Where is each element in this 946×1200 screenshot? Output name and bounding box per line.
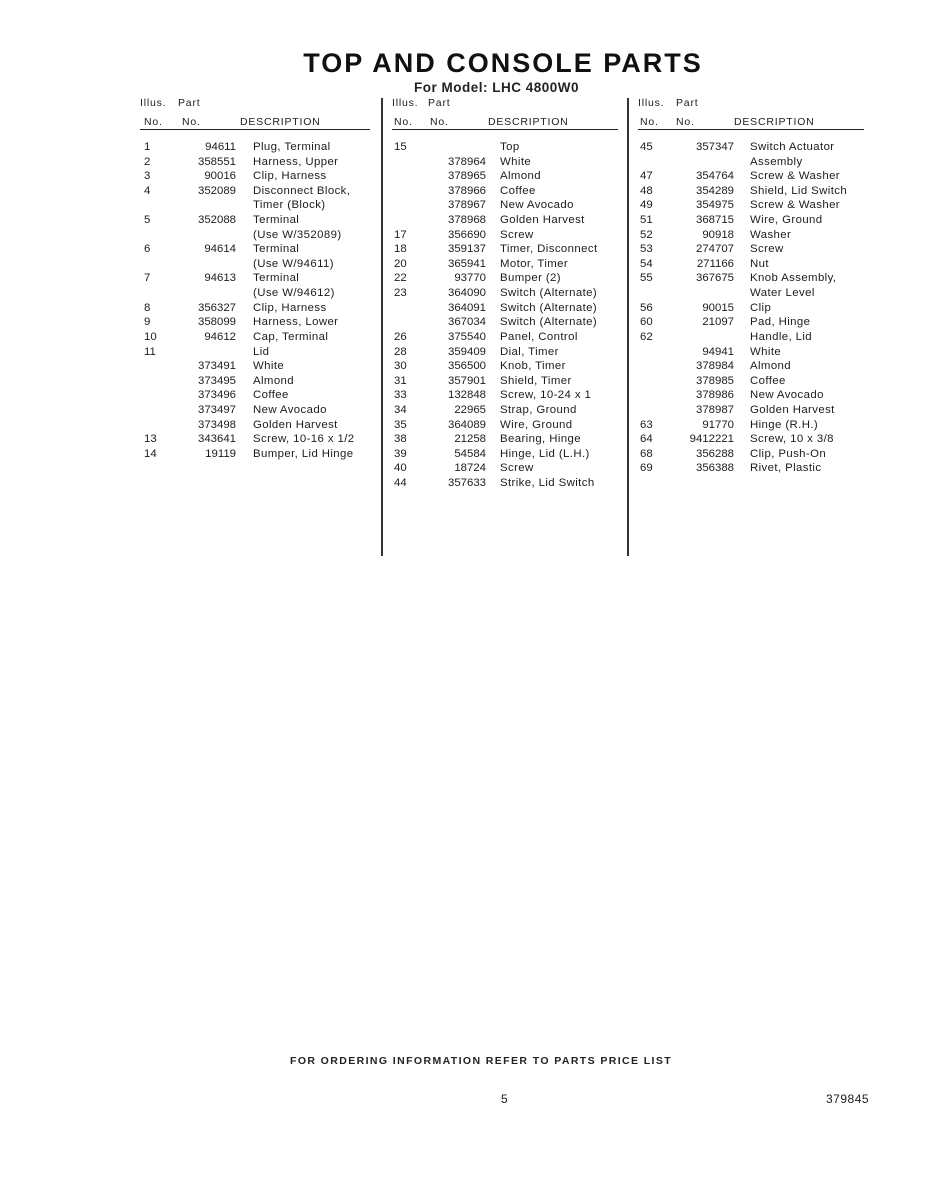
part-number: 356690 (447, 228, 486, 241)
part-number: 19119 (205, 447, 236, 460)
illus-number: 63 (640, 418, 653, 431)
part-number: 378967 (447, 199, 486, 212)
part-number: 94614 (204, 243, 236, 256)
part-number: 18724 (454, 462, 486, 475)
part-description: Screw (750, 243, 784, 256)
part-number: 367034 (447, 316, 486, 329)
part-number: 378987 (695, 403, 734, 416)
illus-number: 45 (640, 141, 653, 153)
illus-number: 51 (640, 214, 653, 227)
part-description: White (500, 155, 532, 168)
part-description: Wire, Ground (750, 214, 823, 227)
illus-number: 2 (144, 155, 151, 168)
part-description: (Use W/352089) (253, 228, 342, 241)
illus-number: 39 (394, 447, 407, 460)
part-description: Switch (Alternate) (500, 287, 598, 300)
part-description: Terminal (253, 243, 300, 256)
illus-number: 9 (144, 316, 151, 329)
part-number: 354975 (695, 199, 734, 212)
illus-number: 1 (144, 141, 151, 153)
part-number: 93770 (454, 272, 486, 285)
part-description: Timer, Disconnect (500, 243, 598, 256)
illus-number: 10 (144, 330, 157, 343)
part-number: 357633 (447, 477, 486, 490)
part-number: 132848 (447, 389, 486, 402)
illus-no-header: No. (394, 116, 413, 128)
part-number: 271166 (696, 257, 734, 270)
part-description: Switch Actuator (750, 141, 835, 153)
part-description: Golden Harvest (253, 418, 338, 431)
part-description: Screw & Washer (750, 199, 840, 212)
part-description: Harness, Upper (253, 155, 339, 168)
part-number: 368715 (695, 214, 734, 227)
part-description: Bumper, Lid Hinge (253, 447, 354, 460)
part-description: New Avocado (253, 403, 327, 416)
illus-number: 53 (640, 243, 653, 256)
part-number: 358099 (197, 316, 236, 329)
part-description: Screw, 10 x 3/8 (750, 433, 834, 446)
part-number: 22965 (454, 403, 486, 416)
part-number: 357347 (695, 141, 734, 153)
illus-number: 62 (640, 330, 653, 343)
illus-number: 6 (144, 243, 151, 256)
illus-number: 33 (394, 389, 407, 402)
part-description: Clip, Harness (253, 301, 327, 314)
part-number: 378985 (695, 374, 734, 387)
part-description: Switch (Alternate) (500, 316, 598, 329)
part-description: Almond (253, 374, 295, 387)
part-number: 373497 (197, 403, 236, 416)
part-description: Top (500, 141, 520, 153)
illus-number: 68 (640, 447, 653, 460)
part-number: 356500 (447, 360, 486, 373)
part-number: 9412221 (689, 433, 734, 446)
part-header: Part (178, 97, 201, 109)
part-number: 90016 (204, 170, 236, 183)
part-description: Pad, Hinge (750, 316, 811, 329)
part-description: Panel, Control (500, 330, 578, 343)
header-rule (140, 129, 370, 130)
part-description: Nut (750, 257, 769, 270)
part-number: 354289 (695, 184, 734, 197)
part-description: Switch (Alternate) (500, 301, 598, 314)
illus-number: 38 (394, 433, 407, 446)
part-description: Harness, Lower (253, 316, 339, 329)
illus-number: 28 (394, 345, 407, 358)
part-description: Hinge (R.H.) (750, 418, 819, 431)
part-description: (Use W/94612) (253, 287, 335, 300)
part-description: (Use W/94611) (253, 257, 334, 270)
part-number: 378968 (447, 214, 486, 227)
part-description: Screw, 10-24 x 1 (500, 389, 592, 402)
part-description: Lid (253, 345, 270, 358)
part-description: Cap, Terminal (253, 330, 329, 343)
part-number: 375540 (447, 330, 486, 343)
part-description: Water Level (750, 287, 815, 300)
part-description: New Avocado (750, 389, 824, 402)
part-number: 359409 (447, 345, 486, 358)
part-number: 378984 (695, 360, 734, 373)
part-number: 352088 (197, 214, 236, 227)
ordering-footer: FOR ORDERING INFORMATION REFER TO PARTS PRICE LIST (290, 1055, 673, 1067)
part-description: Clip, Harness (253, 170, 327, 183)
part-no-header: No. (430, 116, 449, 128)
illus-number: 4 (144, 184, 151, 197)
page-number: 5 (501, 1092, 508, 1106)
illus-number: 20 (394, 257, 407, 270)
part-number: 373498 (197, 418, 236, 431)
part-description: Plug, Terminal (253, 141, 331, 153)
illus-number: 23 (394, 287, 407, 300)
illus-number: 5 (144, 214, 151, 227)
part-number: 356327 (197, 301, 236, 314)
illus-number: 44 (394, 477, 407, 490)
illus-number: 69 (640, 462, 653, 475)
part-description: Knob, Timer (500, 360, 566, 373)
part-number: 21258 (454, 433, 486, 446)
part-number: 94612 (204, 330, 236, 343)
illus-number: 7 (144, 272, 151, 285)
part-description: White (750, 345, 782, 358)
part-number: 359137 (447, 243, 486, 256)
part-description: Disconnect Block, (253, 184, 351, 197)
part-description: Strike, Lid Switch (500, 477, 595, 490)
part-description: White (253, 360, 285, 373)
part-description: Golden Harvest (750, 403, 835, 416)
parts-column-2 (392, 97, 630, 490)
part-description: Knob Assembly, (750, 272, 837, 285)
part-number: 378965 (447, 170, 486, 183)
part-header: Part (428, 97, 451, 109)
column-header (140, 97, 380, 131)
illus-number: 35 (394, 418, 407, 431)
part-number: 364090 (447, 287, 486, 300)
illus-number: 64 (640, 433, 653, 446)
part-header: Part (676, 97, 699, 109)
part-no-header: No. (676, 116, 695, 128)
illus-header: Illus. (140, 97, 167, 109)
part-number: 54584 (454, 447, 486, 460)
part-number: 373495 (197, 374, 236, 387)
part-number: 367675 (695, 272, 734, 285)
illus-number: 8 (144, 301, 151, 314)
part-description: Screw (500, 462, 534, 475)
part-description: Coffee (750, 374, 786, 387)
part-no-header: No. (182, 116, 201, 128)
part-description: Timer (Block) (253, 199, 326, 212)
illus-number: 26 (394, 330, 407, 343)
part-description: Almond (500, 170, 542, 183)
part-description: Bearing, Hinge (500, 433, 581, 446)
illus-number: 15 (394, 141, 407, 153)
part-number: 373496 (197, 389, 236, 402)
illus-no-header: No. (640, 116, 659, 128)
column-divider (381, 98, 383, 556)
part-description: Screw (500, 228, 534, 241)
part-description: Shield, Timer (500, 374, 572, 387)
part-description: Motor, Timer (500, 257, 569, 270)
part-number: 358551 (197, 155, 236, 168)
part-number: 354764 (695, 170, 734, 183)
illus-number: 3 (144, 170, 151, 183)
part-number: 94611 (205, 141, 236, 153)
illus-number: 40 (394, 462, 407, 475)
column-header (638, 97, 868, 131)
illus-header: Illus. (392, 97, 419, 109)
part-number: 94613 (204, 272, 236, 285)
part-number: 274707 (695, 243, 734, 256)
illus-number: 17 (394, 228, 407, 241)
part-number: 21097 (702, 316, 734, 329)
illus-number: 60 (640, 316, 653, 329)
part-number: 357901 (447, 374, 486, 387)
part-description: Wire, Ground (500, 418, 573, 431)
description-header: DESCRIPTION (488, 116, 569, 128)
part-description: Coffee (500, 184, 536, 197)
header-rule (392, 129, 618, 130)
illus-number: 54 (640, 257, 653, 270)
part-description: Coffee (253, 389, 289, 402)
illus-number: 52 (640, 228, 653, 241)
part-number: 378964 (447, 155, 486, 168)
part-number: 378966 (447, 184, 486, 197)
part-number: 356388 (695, 462, 734, 475)
part-number: 378986 (695, 389, 734, 402)
illus-number: 18 (394, 243, 407, 256)
part-number: 356288 (695, 447, 734, 460)
illus-no-header: No. (144, 116, 163, 128)
part-description: Rivet, Plastic (750, 462, 822, 475)
part-description: Clip (750, 301, 772, 314)
parts-column-1 (140, 97, 380, 460)
part-description: Assembly (750, 155, 803, 168)
illus-number: 30 (394, 360, 407, 373)
illus-number: 31 (394, 374, 407, 387)
document-number: 379845 (826, 1092, 870, 1106)
part-number: 364091 (447, 301, 486, 314)
parts-column-3 (638, 97, 868, 475)
part-number: 373491 (197, 360, 236, 373)
page-title: TOP AND CONSOLE PARTS (303, 48, 703, 78)
part-description: Hinge, Lid (L.H.) (500, 447, 590, 460)
part-description: Terminal (253, 214, 300, 227)
description-header: DESCRIPTION (734, 116, 815, 128)
part-number: 343641 (197, 433, 236, 446)
illus-number: 47 (640, 170, 653, 183)
part-number: 364089 (447, 418, 486, 431)
part-number: 352089 (197, 184, 236, 197)
part-description: Screw & Washer (750, 170, 840, 183)
part-description: Bumper (2) (500, 272, 561, 285)
illus-number: 49 (640, 199, 653, 212)
part-description: Screw, 10-16 x 1/2 (253, 433, 355, 446)
part-number: 90918 (702, 228, 734, 241)
part-description: Almond (750, 360, 792, 373)
part-description: New Avocado (500, 199, 574, 212)
part-description: Shield, Lid Switch (750, 184, 848, 197)
illus-number: 48 (640, 184, 653, 197)
part-description: Strap, Ground (500, 403, 577, 416)
illus-number: 14 (144, 447, 157, 460)
part-description: Dial, Timer (500, 345, 559, 358)
illus-number: 34 (394, 403, 407, 416)
description-header: DESCRIPTION (240, 116, 321, 128)
part-number: 91770 (702, 418, 734, 431)
part-number: 90015 (702, 301, 734, 314)
column-header (392, 97, 630, 131)
column-divider (627, 98, 629, 556)
part-number: 365941 (447, 257, 486, 270)
illus-number: 55 (640, 272, 653, 285)
part-description: Terminal (253, 272, 300, 285)
header-rule (638, 129, 864, 130)
part-number: 94941 (702, 345, 734, 358)
illus-number: 13 (144, 433, 157, 446)
part-description: Washer (750, 228, 792, 241)
illus-number: 56 (640, 301, 653, 314)
part-description: Golden Harvest (500, 214, 585, 227)
part-description: Clip, Push-On (750, 447, 827, 460)
illus-number: 11 (144, 345, 156, 358)
model-subtitle: For Model: LHC 4800W0 (414, 80, 580, 95)
part-description: Handle, Lid (750, 330, 813, 343)
illus-number: 22 (394, 272, 407, 285)
illus-header: Illus. (638, 97, 665, 109)
